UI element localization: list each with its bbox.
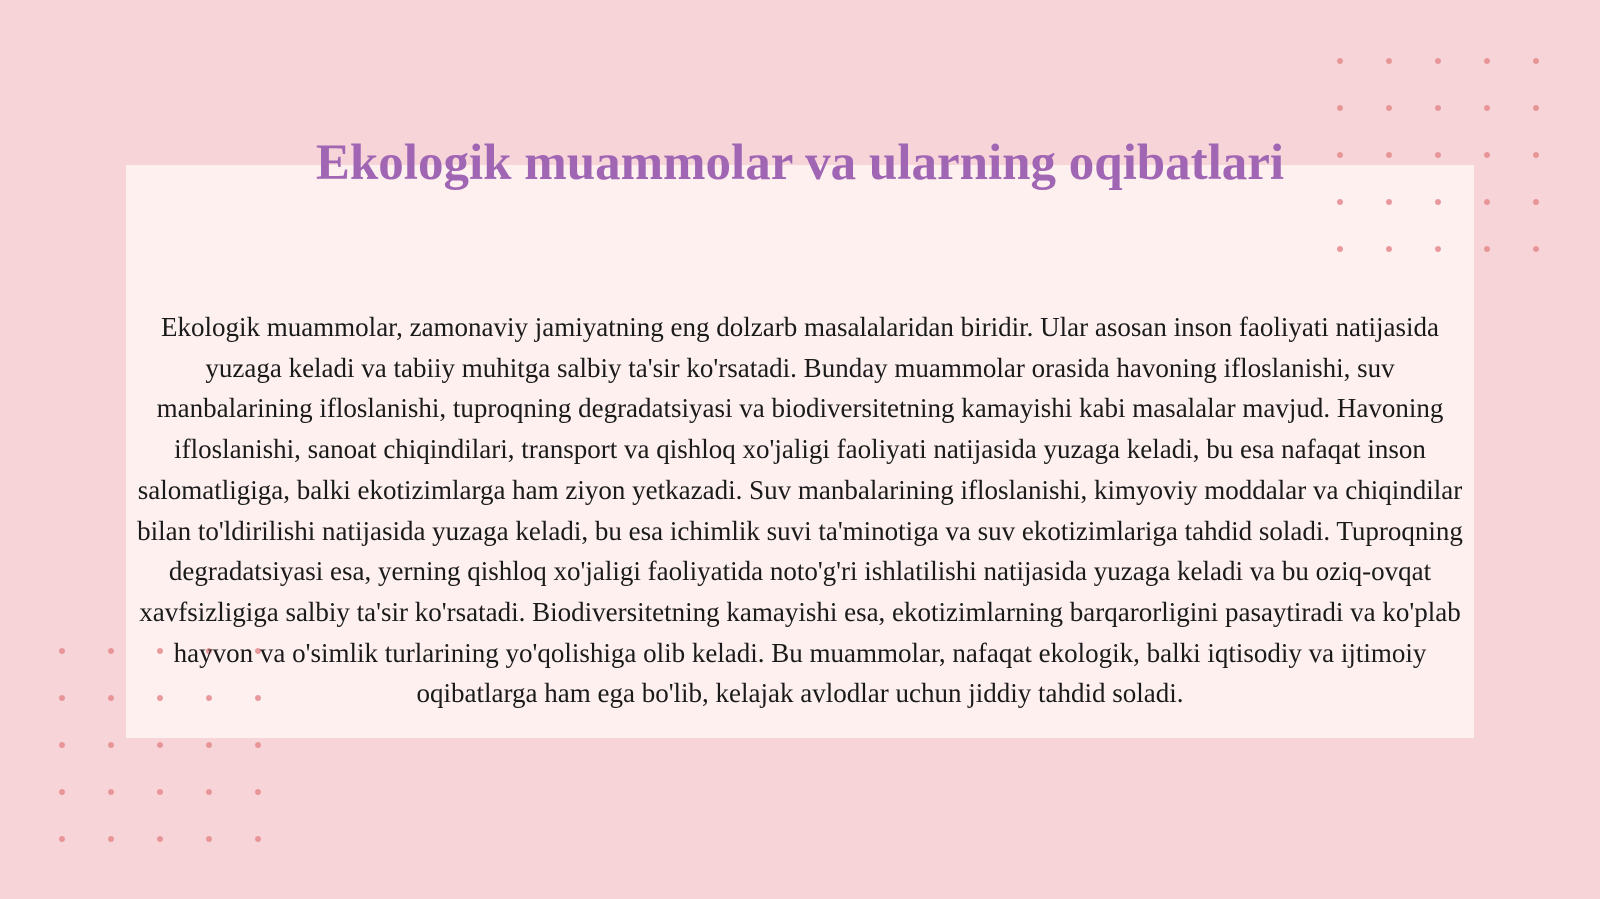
decorative-dot bbox=[1533, 246, 1539, 252]
decorative-dot bbox=[1533, 152, 1539, 158]
decorative-dot bbox=[157, 742, 163, 748]
decorative-dot bbox=[157, 789, 163, 795]
decorative-dot bbox=[1337, 105, 1343, 111]
decorative-dot bbox=[1484, 152, 1490, 158]
decorative-dot bbox=[255, 836, 261, 842]
decorative-dot bbox=[108, 836, 114, 842]
decorative-dot bbox=[1484, 58, 1490, 64]
decorative-dot bbox=[255, 742, 261, 748]
decorative-dot bbox=[255, 789, 261, 795]
decorative-dot bbox=[206, 742, 212, 748]
decorative-dot bbox=[206, 789, 212, 795]
decorative-dot bbox=[108, 742, 114, 748]
decorative-dot bbox=[1533, 105, 1539, 111]
decorative-dot bbox=[1435, 199, 1441, 205]
decorative-dot bbox=[1386, 246, 1392, 252]
decorative-dot bbox=[59, 648, 65, 654]
decorative-dot bbox=[59, 695, 65, 701]
decorative-dot bbox=[59, 789, 65, 795]
decorative-dot bbox=[1337, 246, 1343, 252]
decorative-dot bbox=[1337, 58, 1343, 64]
slide-title: Ekologik muammolar va ularning oqibatlari bbox=[315, 135, 1285, 191]
decorative-dot bbox=[59, 836, 65, 842]
decorative-dot bbox=[1484, 199, 1490, 205]
decorative-dot bbox=[1386, 58, 1392, 64]
decorative-dot bbox=[59, 742, 65, 748]
decorative-dot bbox=[1435, 58, 1441, 64]
decorative-dot bbox=[206, 836, 212, 842]
decorative-dot bbox=[108, 789, 114, 795]
decorative-dot bbox=[1533, 199, 1539, 205]
decorative-dot bbox=[1435, 246, 1441, 252]
decorative-dot bbox=[1435, 105, 1441, 111]
decorative-dot bbox=[157, 836, 163, 842]
decorative-dot bbox=[108, 648, 114, 654]
decorative-dot bbox=[1337, 199, 1343, 205]
slide-body-text: Ekologik muammolar, zamonaviy jamiyatning eng dolzarb masalalaridan biridir. Ular asosan inson faoliyati natijasida yuzaga keladi va tabiiy muhitga salbiy ta'sir ko'rsatadi. Bunday muammolar orasida havoning ifloslanishi, suv manbalarining ifloslanishi, tuproqning degradatsiyasi va biodiversitetning kamayishi kabi masalalar mavjud. Havoning ifloslanishi, sanoat chiqindilari, transport va qishloq xo'jaligi faoliyati natijasida yuzaga keladi, bu esa nafaqat inson salomatligiga, balki ekotizimlarga ham ziyon yetkazadi. Suv manbalarining ifloslanishi, kimyoviy moddalar va chiqindilar bilan to'ldirilishi natijasida yuzaga keladi, bu esa ichimlik suvi ta'minotiga va suv ekotizimlariga tahdid soladi. Tuproqning degradatsiyasi esa, yerning qishloq xo'jaligi faoliyatida noto'g'ri ishlatilishi natijasida yuzaga keladi va bu oziq-ovqat xavfsizligiga salbiy ta'sir ko'rsatadi. Biodiversitetning kamayishi esa, ekotizimlarning barqarorligini pasaytiradi va ko'plab hayvon va o'simlik turlarining yo'qolishiga olib keladi. Bu muammolar, nafaqat ekologik, balki iqtisodiy va ijtimoiy oqibatlarga ham ega bo'lib, kelajak avlodlar uchun jiddiy tahdid soladi. bbox=[137, 312, 1463, 709]
decorative-dot bbox=[1484, 105, 1490, 111]
decorative-dot bbox=[1386, 105, 1392, 111]
decorative-dot bbox=[1484, 246, 1490, 252]
decorative-dot bbox=[108, 695, 114, 701]
decorative-dot bbox=[1533, 58, 1539, 64]
decorative-dot bbox=[1386, 199, 1392, 205]
